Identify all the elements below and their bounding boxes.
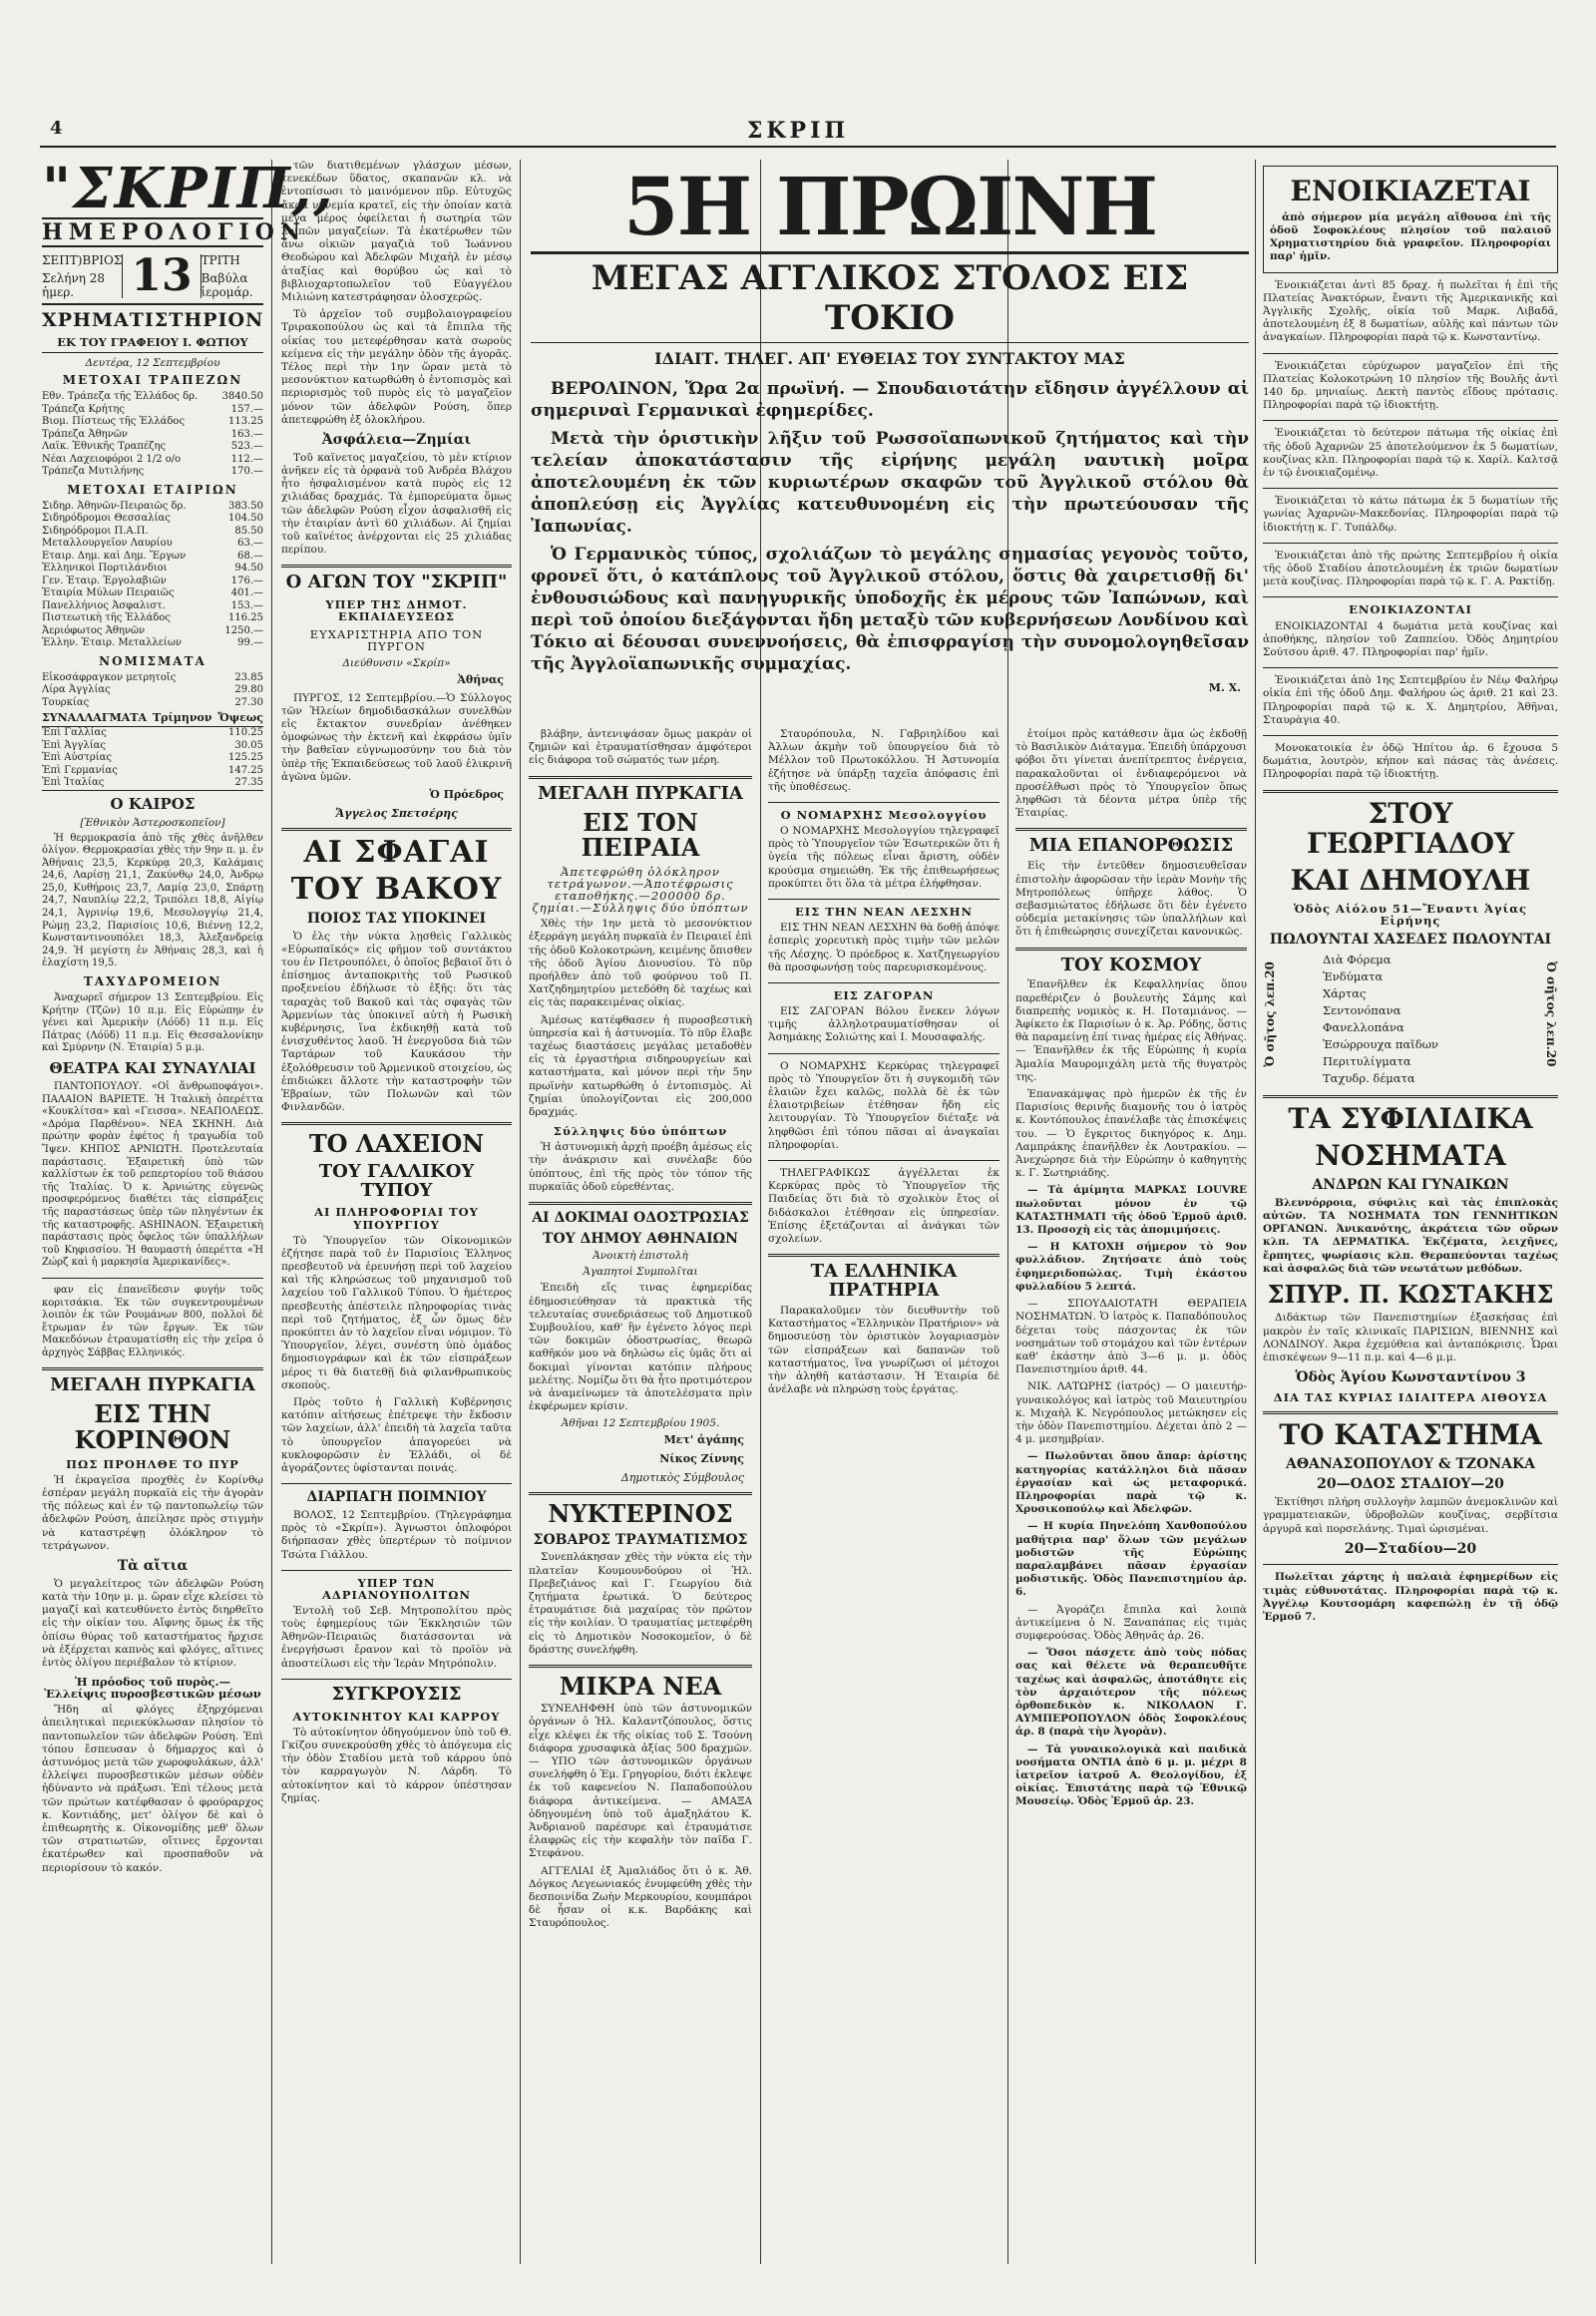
company-share-row — [42, 576, 263, 588]
col5-continued-text: ἑτοίμοι πρὸς κατάθεσιν ἅμα ὡς ἐκδοθῇ τὸ Βασιλικὸν Διάταγμα. Ἐπειδὴ ὑπάρχουσι φόβοι ὅτι γίνεται ἀνεπίτρεπτος ἐνέργεια, παρακαλοῦνται οἱ ἐνδιαφερόμενοι νὰ προσέλθωσι πρὸς τὸ Ὑπουργεῖον ὅπως ληφθῶσι τὰ δέοντα μέτρα ὑπὲρ τῆς Ἐταιρίας. — [1015, 728, 1247, 820]
company-share-name: Πανελλήνιος Ἀσφαλιστ. — [42, 599, 166, 611]
column-2 — [281, 160, 512, 2264]
company-share-value: 68.— — [237, 550, 263, 562]
store-text: Ἐκτίθησι πλήρη συλλογὴν λαμπῶν ἀνεμοκλινῶν καὶ γραμματειακῶν, ὑδροβολῶν κουζίνας, σερβίτσια ἀργυρᾶ καὶ πορσελάνης. Τιμαὶ ὡρισμέναι. — [1263, 1496, 1558, 1535]
fire-continued-text: τῶν διατιθεμένων γλάσχων μέσων, τενεκέδων ὕδατος, σκαπανῶν κλ. νὰ ἐντοπίσωσι τὸ μαινόμενον πῦρ. Εὐτυχῶς ἄκρα νηνεμία κρατεῖ, εἰς τὴν ὁποίαν κατὰ μέγα μέρος ὀφείλεται ἡ σωτηρία τῶν λοιπῶν μαγαζείων. Τὰ ἑκατέρωθεν τῶν ἄνω οἰκιῶν μαγαζιὰ τοῦ Ἰωάννου Θεοδώρου καὶ Ἀδελφῶν Μιχαὴλ ἐν μέσῳ ἀταξίας καὶ θορύβου ὡς καὶ τὸ βιβλιοχαρτοπωλεῖον τοῦ Εὐαγγέλου Μιλιώνη κατεστράφησαν ὁλοσχερῶς. — [281, 160, 512, 304]
calendar-logo: "ΣΚΡΙΠ,, — [42, 156, 335, 221]
column-1 — [42, 156, 335, 2264]
orthopedic-ad: — Ὅσοι πάσχετε ἀπὸ τοὺς πόδας σας καὶ θέλετε νὰ θεραπευθῆτε ταχέως καὶ ἀσφαλῶς, ἀποτάθητε εἰς τὸν ἀρχαιότερον τῆς πόλεως ὀρθοπεδικὸν κ. ΝΙΚΟΛΑΟΝ Γ. ΑΥΜΠΕΡΟΠΟΥΛΟΝ ὁδὸς Σοφοκλέους ἀρ. 8 (παρὰ τὴν Ἀγορὰν). — [1015, 1647, 1247, 1738]
rent-ad-8: Ἐνοικιάζεται ἀπὸ 1ης Σεπτεμβρίου ἐν Νέῳ Φαλήρῳ οἰκία ἐπὶ τῆς ὁδοῦ Δημ. Φαλήρου ὡς ἀριθ. 21 καὶ 23. Πληροφορίαι παρὰ τῷ κ. Χ. Δημητρίου, Ἀθῆναι, Σταυρὰγια 40. — [1263, 674, 1558, 726]
mayor-title: Ο ΝΟΜΑΡΧΗΣ Μεσολογγίου — [780, 808, 988, 823]
short-news-title: ΜΙΚΡΑ ΝΕΑ — [559, 1671, 722, 1701]
bank-shares-table — [42, 391, 263, 479]
calendar-day: 13 — [122, 254, 200, 298]
paving-title-2: ΤΟΥ ΔΗΜΟΥ ΑΘΗΝΑΙΩΝ — [543, 1230, 738, 1247]
baku-title: ΑΙ ΣΦΑΓΑΙ — [303, 834, 490, 870]
paving-recipient: Ἀγαπητοὶ Συμπολῖται — [583, 1266, 698, 1279]
piraeus-fire-text-2: Ἀμέσως κατέφθασεν ἡ πυροσβεστικὴ ὑπηρεσία καὶ ἡ ἀστυνομία. Τὸ πῦρ ἔλαβε ταχέως διαστάσεις μεγάλας μεταδοθὲν εἰς τὰ ἐργαστήρια σιδηρουργείων καὶ καταστήματα, καὶ μόνον περὶ τὴν 5ην πρωϊνὴν κατωρθώθη ὁ ἐντοπισμὸς. Αἱ ζημίαι ὑπολογίζονται εἰς 200,000 δραχμάς. — [529, 1013, 752, 1118]
bank-share-row — [42, 429, 263, 442]
edition-banner: 5Η ΠΡΩΙΝΗ — [622, 160, 1157, 253]
company-share-name: Ἀεριόφωτος Ἀθηνῶν — [42, 624, 146, 636]
fx-title: ΣΥΝΑΛΛΑΓΜΑΤΑ — [42, 711, 148, 724]
store-address: 20—ΟΔΟΣ ΣΤΑΔΙΟΥ—20 — [1317, 1476, 1504, 1493]
shop-item: Σεντονόπανα — [1323, 1003, 1401, 1018]
bishop-title: ΥΠΕΡ ΤΩΝ ΑΔΡΙΑΝΟΥΠΟΛΙΤΩΝ — [321, 1575, 472, 1602]
calendar-weekday: ΤΡΙΤΗ — [200, 253, 240, 267]
fx-name: Ἐπὶ Γαλλίας — [42, 727, 107, 738]
exchange-date: Δευτέρα, 12 Σεπτεμβρίου — [85, 357, 220, 369]
correction-title: ΜΙΑ ΕΠΑΝΟΡΘΩΣΙΣ — [1028, 835, 1234, 857]
paving-subtitle: Ἀνοικτὴ ἐπιστολὴ — [593, 1250, 688, 1263]
fx-value: 27.35 — [234, 777, 263, 788]
young-club-title: ΕΙΣ ΤΗΝ ΝΕΑΝ ΛΕΣΧΗΝ — [794, 905, 974, 920]
bank-share-value: 170.— — [230, 466, 263, 477]
fx-row — [42, 777, 263, 790]
shop-item: Ἐνδύματα — [1323, 969, 1384, 984]
main-wire-line: ΙΔΙΑΙΤ. ΤΗΛΕΓ. ΑΠ' ΕΥΘΕΙΑΣ ΤΟΥ ΣΥΝΤΑΚΤΟΥ ΜΑΣ — [654, 349, 1125, 368]
fx-period: Τρίμηνον — [152, 711, 212, 724]
night-text: Συνεπλάκησαν χθὲς τὴν νύκτα εἰς τὴν πλατεῖαν Κουμουνδούρου οἱ Ἠλ. Πρεβεζιάνος καὶ Γ. Γεωργίου διὰ ζητήματα ἐρωτικά. Ὁ δεύτερος ἐτραυμάτισε διὰ μαχαίρας τὸν πρῶτον εἰς τὴν κοιλίαν. Ὁ τραυματίας μετεφέρθη εἰς τὸ Δημοτικὸν Νοσοκομεῖον, ὁ δὲ δράστης συνελήφθη. — [529, 1551, 752, 1656]
bank-share-value: 157.— — [230, 403, 263, 415]
shop-list-wrap — [1263, 952, 1558, 1087]
fx-header — [42, 709, 263, 726]
paving-title: ΑΙ ΔΟΚΙΜΑΙ ΟΔΟΣΤΡΩΣΙΑΣ — [532, 1210, 749, 1227]
coin-row — [42, 697, 263, 710]
column-3 — [529, 728, 752, 2264]
rent-ad-9: Μονοκατοικία ἐν ὁδῷ Ἡπίτου ἀρ. 6 ἔχουσα 5 δωμάτια, λουτρὸν, κήπον καὶ πάσας τὰς ἀνέσεις. Πληροφορίαι παρὰ τῷ ἰδιοκτήτῃ. — [1263, 741, 1558, 781]
corinth-text-3: Ἤδη αἱ φλόγες ἐξηρχόμεναι ἀπειλητικαὶ περιεκύκλωσαν πλησίον τὸ παντοπωλεῖον τῶν ἀδελφῶν Ρούση. Ἐπὶ τόπου ἔσπευσαν ὁ δήμαρχος καὶ ὁ ἀστυνόμος μετὰ τῶν χωροφυλάκων, ἀλλ' ἐλλείψει πυροσβεστικῶν μέσων οὐδὲν ἠδύναντο νὰ πράξωσι. Ἐπὶ τέλους μετὰ τῶν πρώτων κατέφθασαν ὁ φρούραρχος κ. Κοντιάδης, μετ' ὀλίγον δὲ καὶ ὁ ἐπιθεωρητὴς κ. Οἰκονομίδης μεθ' ὅλων τῶν στρατιωτῶν, οἵτινες ἔρχονται ἑκατέρωθεν καὶ προσπαθοῦν νὰ περιορίσουν τὸ κακόν. — [42, 1704, 263, 1874]
company-share-value: 104.50 — [228, 513, 263, 524]
exchange-source: ΕΚ ΤΟΥ ΓΡΑΦΕΙΟΥ Ι. ΦΩΤΙΟΥ — [42, 335, 263, 353]
fire-insurance-text: Τοῦ καϊνετος μαγαζείου, τὸ μὲν κτίριον ἀνῆκεν εἰς τὰ ὀρφανὰ τοῦ Ἀνδρέα Βλάχου ἦτο ἠσφαλισμένον κατὰ πυρὸς εἰς 12 χιλιάδας δραχμάς. Τὰ ἐμπορεύματα ὅμως τῶν ἀδελφῶν Ρούση εἶχον ἀσφαλισθῆ εἰς τὴν ἑταιρίαν ἀντὶ 60 χιλιάδων. Αἱ ζημίαι τοῦ καϊνέτος ἀνέρχονται εἰς 25 χιλιάδας περίπου. — [281, 451, 512, 557]
press-lottery-subtitle: ΑΙ ΠΛΗΡΟΦΟΡΙΑΙ ΤΟΥ ΥΠΟΥΡΓΙΟΥ — [314, 1205, 479, 1232]
company-share-name: Γεν. Ἑταιρ. Ἐργολαβιῶν — [42, 575, 167, 586]
zagora-title: ΕΙΣ ΖΑΓΟΡΑΝ — [833, 987, 935, 1002]
short-news-text-2: ΑΓΓΕΛΙΑΙ ἐξ Ἀμαλιάδος ὅτι ὁ κ. Ἀθ. Δόγκος Λεγεωνιακός ἐνυμφεύθη χθὲς τὴν δεσποινίδα Ζωὴν Μερκουρίου, κουμπάροι δὲ ἦσαν οἱ κ.κ. Βαρδάκης καὶ Σταυρόπουλος. — [529, 1864, 752, 1930]
skrip-campaign-sign-1: Ὁ Πρόεδρος — [429, 787, 504, 801]
bank-share-name: Νέαι Λαχειοφόροι 2 1/2 ο/ο — [42, 453, 182, 465]
company-share-name: Εταιρ. Δημ. καὶ Δημ. Ἔργων — [42, 550, 187, 562]
latoris-ad: ΝΙΚ. ΛΑΤΩΡΗΣ (ἰατρός) — Ο μαιευτήρ-γυναικολόγος καὶ ἰατρὸς τοῦ Μαιευτηρίου κ. Μιχαὴλ Κ. Νεγρόπουλος μετώκησεν εἰς τὴν ὁδὸν Πανεπιστημίου. Δέχεται ἀπὸ 2 — 4 μ. μεσημβρίαν. — [1015, 1380, 1247, 1446]
shop-side-left: Ὀ σῆτος λεπ.20 — [1263, 962, 1277, 1067]
sheep-title: ΔΙΑΡΠΑΓΗ ΠΟΙΜΝΙΟΥ — [306, 1489, 487, 1506]
coins-title: ΝΟΜΙΣΜΑΤΑ — [99, 653, 206, 668]
paving-text: Ἐπειδὴ εἴς τινας ἐφημερίδας ἐδημοσιεύθησαν τὰ πρακτικὰ τῆς τελευταίας συνεδριάσεως τοῦ Δημοτικοῦ Συμβουλίου, καθ' ἣν ἐγένετο λόγος περὶ τῶν δοκιμῶν ὁδοστρωσίας, θεωρῶ καθῆκόν μου νὰ δηλώσω εἰς ὑμᾶς ὅτι αἱ δοκιμαὶ γίνονται κατόπιν πλήρους μελέτης. Νομίζω ὅτι θὰ ἦτο προτιμότερον νὰ ἀναμείνωμεν τὰ ἀποτελέσματα πρὶν ἐκφέρωμεν κρίσιν. — [529, 1282, 752, 1413]
store-title: ΤΟ ΚΑΤΑΣΤΗΜΑ — [1279, 1417, 1542, 1451]
night-title-2: ΣΟΒΑΡΟΣ ΤΡΑΥΜΑΤΙΣΜΟΣ — [533, 1531, 748, 1548]
calendar-subtitle: ΗΜΕΡΟΛΟΓΙΟΝ — [42, 219, 307, 245]
weather-source: [Ἐθνικὸν Ἀστεροσκοπεῖον] — [80, 816, 225, 829]
fx-name: Ἐπὶ Ἀγγλίας — [42, 739, 106, 751]
col4-continued-text: Σταυρόπουλα, Ν. Γαβριηλίδου καὶ Ἀλλων ἀκμὴν τοῦ ὑπουργείου διὰ τὸ Μέλλον τοῦ Πρωτοκόλλου. Ἡ Ἀστυνομία ἐζήτησε νὰ ὑπάρξῃ ταχεῖα ἀπόφασις ἐπὶ τῆς ὑποθέσεως. — [768, 728, 999, 793]
corinth-subtitle-3: Ἡ πρόοδος τοῦ πυρὸς.— Ἐλλείψις πυροσβεστικῶν μέσων — [44, 1675, 261, 1702]
shop-item: Διὰ Φόρεμα — [1323, 953, 1392, 967]
column-6 — [1263, 160, 1558, 2264]
shop-address: Ὁδὸς Αἰόλου 51—Ἔναντι Ἁγίας Εἰρήνης — [1293, 901, 1528, 929]
bank-share-value: 163.— — [230, 428, 263, 440]
press-lottery-title: ΤΟ ΛΑΧΕΙΟΝ — [308, 1129, 485, 1159]
calendar-month: ΣΕΠΤ)ΒΡΙΟΣ — [42, 253, 123, 267]
shop-header: ΠΩΛΟΥΝΤΑΙ ΧΑΣΕΔΕΣ ΠΩΛΟΥΝΤΑΙ — [1269, 932, 1552, 949]
company-share-name: Σιδηρόδρομοι Π.Α.Π. — [42, 525, 149, 537]
doctor-address: Ὁδὸς Ἁγίου Κωνσταντίνου 3 — [1295, 1369, 1526, 1386]
fire-insurance-subtitle: Ἀσφάλεια—Ζημίαι — [321, 432, 472, 449]
company-share-value: 94.50 — [234, 563, 263, 574]
calendar-moon: Σελήνη 28 ἡμερ. — [42, 271, 106, 299]
skrip-campaign-subtitle: ΥΠΕΡ ΤΗΣ ΔΗΜΟΤ. ΕΚΠΑΙΔΕΥΣΕΩΣ — [325, 597, 468, 624]
company-share-name: Ἑταιρία Μύλων Πειραιῶς — [42, 587, 175, 598]
skrip-campaign-sign-2: Ἄγγελος Σπετσέρης — [335, 806, 458, 820]
disease-subtitle: ΑΝΔΡΩΝ ΚΑΙ ΓΥΝΑΙΚΩΝ — [1312, 1177, 1509, 1194]
disease-title: ΤΑ ΣΥΦΙΛΙΔΙΚΑ — [1288, 1102, 1533, 1136]
doctor-address-2: ΔΙΑ ΤΑΣ ΚΥΡΙΑΣ ΙΔΙΑΙΤΕΡΑ ΑΙΘΟΥΣΑ — [1273, 1389, 1548, 1404]
bank-share-name: Τράπεζα Κρήτης — [42, 403, 125, 415]
excerpt-text: φαν εἰς ἐπανεῖδεσιν φυγήν τοῦς κοριτσάκια. Ἐκ τῶν συγκεντρουμένων λοιπὸν ἐκ τῶν Ρουμάνων 800, πολλοὶ δὲ ἔτρωμαν ἐν τῶν ἔργων. Ἐκ τῶν Μακεδόνων ἐτραυματίσθη εἰς τὴν χεῖρα ὁ ἀρχηγὸς Σάββας Ελληνικός. — [42, 1284, 263, 1358]
coins-table — [42, 672, 263, 710]
fx-row — [42, 752, 263, 765]
coin-name: Λίρα Ἀγγλίας — [42, 684, 111, 695]
shop-item: Ταχυδρ. δέματα — [1323, 1071, 1415, 1086]
disease-text: Βλεννόρροια, σύφιλις καὶ τὰς ἐπιπλοκὰς αὐτῶν. ΤΑ ΝΟΣΗΜΑΤΑ ΤΩΝ ΓΕΝΝΗΤΙΚΩΝ ΟΡΓΑΝΩΝ. Ἀνικανότης, ἀκράτεια τῶν οὔρων κλπ. ΤΑ ΔΕΡΜΑΤΙΚΑ. Ἐκζέματα, λειχῆνες, ἔρπητες, ψωρίασις κλπ. Θεραπεύονται ταχέως καὶ ἀσφαλῶς διὰ τῶν νεωτάτων μεθόδων. — [1263, 1196, 1558, 1275]
shop-items — [1263, 952, 1558, 1087]
paving-date: Ἀθῆναι 12 Σεπτεμβρίου 1905. — [561, 1417, 720, 1430]
skrip-campaign-recipient: Διεύθυνσιν «Σκρίπ» — [342, 656, 451, 669]
bank-share-value: 112.— — [230, 453, 263, 465]
bank-share-name: Λαϊκ. Ἐθνικῆς Τραπέζης — [42, 441, 167, 452]
company-share-name: Σιδηρόδρομοι Θεσσαλίας — [42, 513, 171, 524]
weather-text: Ἡ θερμοκρασία ἀπὸ τῆς χθὲς ἀνῆλθεν ὀλίγον. Θερμοκρασίαι χθὲς τὴν 9ην π. μ. ἐν Ἀθήναις 23,5, Κερκύρᾳ 20,3, Καλάμαις 24,6, Λαρίσῃ 21,1, Ζακύνθῳ 24,0, Ἀνδρῳ 25,0, Κυθήροις 23,7, Λαμίᾳ 23,0, Σπάρτῃ 24,7, Ναυπλίῳ 22,2, Τριπόλει 18,8, Αἰγίῳ 24,1, Ἀγρινίῳ 19,6, Μεσολογγίῳ 21,4, Ρώμῃ 23,2, Παρισίοις 10,6, Βιέννῃ 12,2, Κωνσταντινουπόλει 18,3, Ἀλεξανδρείᾳ 24,9. Ἡ μεγίστη ἐν Ἀθήναις 28,3, καὶ ἡ ἐλαχίστη 19,5. — [42, 832, 263, 969]
corinth-text-1: Ἡ ἐκραγεῖσα προχθὲς ἐν Κορίνθῳ ἐσπέραν μεγάλη πυρκαϊὰ εἰς τὴν ἀγορὰν τῆς πόλεως καὶ ἐν τῷ παντοπωλείῳ τῶν ἀδελφῶν Ρούση, ἀπείλησε πρὸς στιγμὴν νὰ καταστρέψῃ ὁλόκληρον τὸ τετράγωνον. — [42, 1473, 263, 1552]
doctor-name: ΣΠΥΡ. Π. ΚΩΣΤΑΚΗΣ — [1267, 1279, 1554, 1309]
company-share-value: 383.50 — [228, 500, 263, 512]
corinth-subtitle-2: Τὰ αἴτια — [117, 1558, 189, 1575]
baku-title-2: ΤΟΥ ΒΑΚΟΥ — [290, 872, 503, 908]
short-news-text: ΣΥΝΕΛΗΦΘΗ ὑπὸ τῶν ἀστυνομικῶν ὀργάνων ὁ Ἠλ. Καλαντζόπουλος, ὅστις εἶχε κλέψει ἐκ τῆς οἰκίας τοῦ Σ. Τσούνη διάφορα χρυσαφικὰ ἀξίας 500 δραχμῶν. — ΥΠΟ τῶν ἀστυνομικῶν ὀργάνων συνελήφθη ὁ Ἐμ. Γρηγορίου, διότι ἐκλεψε ἐκ τοῦ καφενείου Ν. Παπαδοπούλου διάφορα ἀντικείμενα. — ΑΜΑΞΑ ὁδηγουμένη ὑπὸ τοῦ ἁμαξηλάτου Κ. Ἀνδριανοῦ παρέσυρε καὶ ἐτραυμάτισε ἐλαφρῶς εἰς τὴν κεφαλὴν τὸν παῖδα Γ. Στεφάνου. — [529, 1703, 752, 1860]
rent-ad-5: Ἐνοικιάζεται τὸ κάτω πάτωμα ἐκ 5 δωματίων τῆς γωνίας Ἀχαρνῶν-Μακεδονίας. Πληροφορίαι παρὰ τῷ ἰδιοκτήτῃ κ. Γ. Τυπάλδῳ. — [1263, 495, 1558, 534]
corinth-title: ΜΕΓΑΛΗ ΠΥΡΚΑΓΙΑ — [50, 1374, 255, 1396]
bank-share-row — [42, 441, 263, 454]
company-share-row — [42, 513, 263, 526]
fx-name: Ἐπὶ Γερμανίας — [42, 764, 118, 776]
society-text-2: Ἐπανακάμψας πρὸ ἡμερῶν ἐκ τῆς ἐν Παρισίοις θερινῆς διαμονῆς του ὁ ἰατρὸς κ. Κοντόπουλος ἐπανέλαβε τὰς ἐπισκέψεις του. — Ὁ ἔγκριτος δικηγόρος κ. Δημ. Λαμπράκης ἐπανῆλθεν ἐκ Λουτρακίου. — Ἀνεχώρησε διὰ τὴν Εὐρώπην ὁ καθηγητὴς κ. Γ. Σωτηριάδης. — [1015, 1088, 1247, 1180]
paving-sign-1: Μετ' ἀγάπης — [663, 1433, 744, 1447]
coin-name: Εἰκοσάφραγκον μετρητοῖς — [42, 671, 177, 683]
company-share-name: Πιστεωτικὴ τῆς Ἑλλάδος — [42, 612, 171, 623]
bank-share-row — [42, 454, 263, 467]
fx-row — [42, 727, 263, 740]
fire-continued-text-2: Τὸ ἀρχεῖον τοῦ συμβολαιογραφείου Τριρακοπούλου ὡς καὶ τὰ ἔπιπλα τῆς οἰκίας του μετεφέρθησαν κατὰ σωροὺς κείμενα εἰς τὴν μεγάλην ὁδὸν τῆς ἀγορᾶς. Τέλος περὶ τὴν 1ην ὥραν μετὰ τὸ μεσονύκτιον κατωρθώθη ὁ ἐντοπισμὸς καὶ περιορισμὸς τοῦ πυρὸς εἰς τὸ μαγαζεῖον μόνον τῶν ἀδελφῶν Ρούση, ὅπερ ἀπετεφρώθη ἐξ ὁλοκλήρου. — [281, 308, 512, 426]
bank-share-name: Τράπεζα Ἀθηνῶν — [42, 428, 128, 440]
gynecology-ad: — Τὰ γυναικολογικὰ καὶ παιδικὰ νοσήματα ΟΝΤΙΑ ἀπὸ 6 μ. μ. μέχρι 8 ἰατρεῖον ἰατροῦ Α. Θεολογίδου, ἐξ οἰκίας. Ἐπιστάτης παρὰ τῷ Ἐθνικῷ Μουσείῳ. Ὁδὸς Ἑρμοῦ ἀρ. 23. — [1015, 1742, 1247, 1808]
company-share-row — [42, 612, 263, 625]
company-share-value: 401.— — [230, 587, 263, 598]
company-share-value: 116.25 — [228, 612, 263, 623]
fx-sight: Ὄψεως — [217, 711, 263, 724]
zagora-text: ΕΙΣ ΖΑΓΟΡΑΝ Βόλου ἕνεκεν λόγων τιμῆς ἀλληλοτραυματίσθησαν οἱ Ἀσημάκης Σολιώτης καὶ Ι. Μουσαφαλής. — [768, 1005, 999, 1044]
corinth-title-2: ΕΙΣ ΤΗΝ ΚΟΡΙΝΘΟΝ — [74, 1399, 231, 1454]
coin-value: 29.80 — [234, 684, 263, 695]
baku-text: Ὁ ἐλς τὴν νύκτα λῃσθεὶς Γαλλικὸς «Εὐρωπαϊκός» εἰς φῆμον τοῦ συντάκτου του ἐν Πετρουπόλει, ὁ ὁποῖος βεβαιοῖ ὅτι ὁ ἐπίσημος ἀνταποκριτὴς τοῦ Ρωσικοῦ προξενείου ἐδήλωσε τὸ ἑξῆς: ὅτι τὰς ταραχὰς τοῦ Βακοῦ καὶ τὰς σφαγὰς τῶν Ἀρμενίων τὰς ὑποκινεῖ αὐτὴ ἡ Ρωσικὴ κυβέρνησις, ἵνα ἐκδικηθῇ κατὰ τοῦ ἐνισχυθέντος λαοῦ. Ἡ ἐνεργοῦσα διὰ τῶν Ταρτάρων τοῦ Καυκάσου τὴν ἐξολόθρευσιν τοῦ Ἀρμενικοῦ στοιχείου, ὡς ἐπιδιώκει ἄλλοτε τὴν καταστροφὴν τῶν Ἑβραίων, τῶν Πολωνῶν καὶ τῶν Φινλανδῶν. — [281, 930, 512, 1114]
company-share-name: Σιδηρ. Ἀθηνῶν-Πειραιῶς δρ. — [42, 500, 187, 512]
katoxi-ad: — Η ΚΑΤΟΧΗ σήμερον τὸ 9ον φυλλάδιον. Ζητήσατε ἀπὸ τοὺς ἐφημεριδοπώλας. Τιμὴ ἑκάστου φυλλαδίου 5 λεπτά. — [1015, 1241, 1247, 1293]
main-story-signature: Μ. Χ. — [1208, 681, 1241, 694]
baku-subtitle: ΠΟΙΟΣ ΤΑΣ ΥΠΟΚΙΝΕΙ — [306, 910, 487, 927]
column-4 — [768, 728, 999, 2264]
skrip-campaign-title: Ο ΑΓΩΝ ΤΟΥ "ΣΚΡΙΠ" — [285, 572, 508, 593]
main-story-para-2: Μετὰ τὴν ὁριστικὴν λῆξιν τοῦ Ρωσσοϊαπωνικοῦ ζητήματος καὶ τὴν τελείαν ἀποκατάστασιν τῆς εἰρήνης μεγάλη ναυτικὴ μοῖρα ἀποτελουμένη ἐκ τῶν κυριωτέρων σκαφῶν τοῦ Ἀγγλικοῦ στόλου θὰ ἀποπλεύσῃ εἰς Ἀγγλίας κατευθυνομένη εἰς τὴν πρωτεύουσαν τῆς Ἰαπωνίας. — [531, 429, 1249, 537]
doctor-text: Διδάκτωρ τῶν Πανεπιστημίων ἐξασκήσας ἐπὶ μακρὸν ἐν ταῖς κλινικαῖς ΠΑΡΙΣΙΩΝ, ΒΙΕΝΝΗΣ καὶ ΛΟΝΔΙΝΟΥ. Ἀκρα ἐχεμύθεια καὶ ἀνταπόκρισις. Ὧραι ἐπισκέψεων 9—11 π.μ. καὶ 4—6 μ.μ. — [1263, 1312, 1558, 1363]
company-share-row — [42, 526, 263, 539]
calendar-date — [42, 251, 263, 305]
coin-row — [42, 672, 263, 685]
piraeus-fire-title: ΜΕΓΑΛΗ ΠΥΡΚΑΓΙΑ — [538, 782, 743, 804]
post-text: Ἀναχωρεῖ σήμερον 13 Σεπτεμβρίου. Εἰς Κρήτην (Τζῶν) 10 π.μ. Εἰς Εὐρώπην ἐν γένει καὶ Ἀμερικὴν (Λόϋδ) 11 π.μ. Εἰς Πάτρας (Λόϋδ) 11 π.μ. Εἰς Θεσσαλονίκην καὶ Σμύρνην (Ν. Ἐταιρία) 5 μ.μ. — [42, 992, 263, 1054]
company-share-row — [42, 501, 263, 514]
greek-stores-text: Παρακαλοῦμεν τὸν διευθυντὴν τοῦ Καταστήματος «Ἑλληνικὸν Πρατήριον» νὰ δημοσιεύσῃ τὸν ὁριστικὸν λογαριασμὸν τῶν εἰσπράξεων καὶ δαπανῶν τοῦ καταστήματος, ἵνα γνωρίζωσι οἱ μέτοχοι τὴν ἀληθῆ κατάστασιν. Ἡ Ἐταιρία δὲ ἀνέλαβε νὰ πληρώσῃ τοὺς ἐργάτας. — [768, 1305, 999, 1396]
company-share-row — [42, 538, 263, 551]
column-5-body — [1015, 728, 1247, 2264]
fx-name: Ἐπὶ Ἰταλίας — [42, 777, 105, 788]
bank-share-name: Τράπεζα Μυτιλήνης — [42, 466, 145, 477]
company-share-row — [42, 600, 263, 613]
company-share-name: Μεταλλουργεῖον Λαυρίου — [42, 538, 173, 549]
store-title-2: ΑΘΑΝΑΣΟΠΟΥΛΟΥ & ΤΖΟΝΑΚΑ — [1285, 1455, 1536, 1472]
rent-ad-2: Ἐνοικιάζεται ἀντὶ 85 δραχ. ἡ πωλεῖται ἡ ἐπὶ τῆς Πλατείας Ἀνακτόρων, ἔναντι τῆς Ἀμερικανικῆς καὶ Ἀγγλικῆς Σχολῆς, οἰκία τοῦ Μαρκ. Λιβαδᾶ, ἀποτελουμένη ἐξ 8 δωματίων, αὐλῆς καὶ πάντων τῶν ἀναγκαίων. Πληροφορίαι παρὰ τῷ κ. Κωνσταντίνῳ. — [1263, 278, 1558, 344]
rent-ad-title: ΕΝΟΙΚΙΑΖΕΤΑΙ — [1290, 175, 1531, 207]
society-title: ΤΟΥ ΚΟΣΜΟΥ — [1060, 954, 1202, 975]
company-share-row — [42, 625, 263, 638]
paving-sign-3: Δημοτικὸς Σύμβουλος — [620, 1471, 744, 1485]
company-share-value: 85.50 — [234, 525, 263, 537]
skrip-campaign-city: Ἀθήνας — [457, 672, 504, 686]
fx-value: 30.05 — [234, 739, 263, 751]
masthead — [40, 118, 1556, 148]
company-share-row — [42, 563, 263, 576]
shop-item: Χάρτας — [1323, 986, 1367, 1001]
telegraph-text: ΤΗΛΕΓΡΑΦΙΚΩΣ ἀγγέλλεται ἐκ Κερκύρας πρὸς τὸ Ὑπουργεῖον τῆς Παιδείας ὅτι διὰ τὸ σχολικὸν ἔτος οἱ διδάσκαλοι ἐτέθησαν εἰς ὑπηρεσίαν. Ἐπίσης ἐξετάζονται αἱ ἀνάγκαι τῶν σχολείων. — [768, 1167, 999, 1246]
page-number: 4 — [50, 118, 63, 139]
piraeus-fire-subtitle: Ἀπετεφρώθη ὁλόκληρον τετράγωνον.—Ἀποτέφρωσις εταποθήκης.—200000 δρ. ζημίαι.—Σύλληψις δύο ὑπόπτων — [532, 864, 749, 916]
rent-ad-box — [1263, 166, 1558, 273]
piraeus-fire-title-2: ΕΙΣ ΤΟΝ ΠΕΙΡΑΙΑ — [581, 807, 700, 862]
bank-share-row — [42, 391, 263, 404]
weather-title: Ο ΚΑΙΡΟΣ — [110, 794, 196, 813]
piraeus-fire-text-3: Ἡ ἀστυνομικὴ ἀρχὴ προέβη ἀμέσως εἰς τὴν ἀνάκρισιν καὶ συνέλαβε δύο ὑπόπτους, ἐπὶ τῆς πρὸς τὸν τόπον τῆς πυρκαϊᾶς ὁδοῦ εὑρεθέντας. — [529, 1141, 752, 1193]
disease-title-2: ΝΟΣΗΜΑΤΑ — [1315, 1139, 1506, 1173]
main-story-para-3: Ὁ Γερμανικὸς τύπος, σχολιάζων τὸ μεγάλης σημασίας γεγονὸς τοῦτο, φρονεῖ ὅτι, ὁ κατάπλους τοῦ Ἀγγλικοῦ στόλου, ὅστις θὰ χαιρετισθῇ δι' ἐνθουσιώδους καὶ πανηγυρικῆς ὑποδοχῆς ἐκ μέρους τῶν Ἰαπώνων, καὶ περὶ τοῦ ὁποίου διεξάγονται ἤδη μεταξὺ τῶν κυβερνήσεων Λονδίνου καὶ Τόκιο αἱ δέουσαι συνεννοήσεις, θὰ ἐπισφραγίσῃ τὴν συνομολογηθεῖσαν τῆς Ἀγγλοϊαπωνικῆς συμμαχίας. — [531, 545, 1249, 674]
paper-ad: Πωλεῖται χάρτης ἡ παλαιὰ ἐφημερίδων εἰς τιμὰς εὐθυνοτάτας. Πληροφορίαι παρὰ τῷ κ. Ἀγγέλῳ Κουτσομάρη καφεπώλῃ ἐν τῇ ὁδῷ Ἑρμοῦ 7. — [1263, 1571, 1558, 1623]
fx-row — [42, 765, 263, 778]
bank-share-value: 523.— — [230, 441, 263, 452]
piraeus-fire-subtitle-2: Σύλληψις δύο ὑπόπτων — [553, 1124, 728, 1139]
exchange-title: ΧΡΗΜΑΤΙΣΤΗΡΙΟΝ — [42, 309, 264, 331]
rent-ad-4: Ἐνοικιάζεται τὸ δεύτερον πάτωμα τῆς οἰκίας ἐπὶ τῆς ὁδοῦ Ἀχαρνῶν 25 ἀποτελούμενον ἐκ 5 δωματίων, κουζίνας κλπ. Πληροφορίαι παρὰ τῷ κ. Χαρίλ. Καλτσᾷ ἐν τῷ ἐνοικιαζομένῳ. — [1263, 427, 1558, 480]
bank-share-row — [42, 404, 263, 417]
company-share-name: Ἑλληνικοὶ Πορτιλάνδιοι — [42, 563, 168, 574]
fx-row — [42, 740, 263, 753]
fx-value: 147.25 — [228, 764, 263, 776]
bank-shares-title: ΜΕΤΟΧΑΙ ΤΡΑΠΕΖΩΝ — [62, 373, 243, 387]
fx-table — [42, 726, 263, 791]
masthead-title: ΣΚΡΙΠ — [746, 118, 850, 144]
sheep-text: ΒΟΛΟΣ, 12 Σεπτεμβρίου. (Τηλεγράφημα πρὸς τὸ «Σκρίπ»). Ἀγνωστοι ὁπλοφόροι διήρπασαν χθὲς ὑπερτέρων τὸ ποίμνιον Τσώτα Γιάλλου. — [281, 1508, 512, 1561]
correction-text: Εἰς τὴν ἐντεῦθεν δημοσιευθεῖσαν ἐπιστολὴν ἀφορῶσαν τὴν ἱερὰν Μονὴν τῆς Μητροπόλεως ὑπῆρχε λάθος. Ὁ σεβασμιώτατος ἐδήλωσε ὅτι δὲν ἐγένετο οὐδεμία μετακίνησις τῶν ὑπαλλήλων καὶ ὅτι ἡ ἐπιθεώρησις συνεχίζεται κανονικῶς. — [1015, 860, 1247, 939]
collision-title-2: ΑΥΤΟΚΙΝΗΤΟΥ ΚΑΙ ΚΑΡΡΟΥ — [292, 1709, 501, 1724]
bank-share-row — [42, 416, 263, 429]
collision-text: Τὸ αὐτοκίνητον ὁδηγούμενον ὑπὸ τοῦ Θ. Γκίζου συνεκρούσθη χθὲς τὸ ἀπόγευμα εἰς τὴν ὁδὸν Σταδίου μετὰ τοῦ κάρρου ὑπὸ τὸν καρραγωγὸν Ν. Λάρδη. Τὸ αὐτοκίνητον καὶ τὸ κάρρον ὑπέστησαν ζημίας. — [281, 1726, 512, 1804]
bank-share-name: Εθν. Τράπεζα τῆς Ἑλλάδος δρ. — [42, 391, 199, 402]
column-rule — [271, 160, 272, 2264]
rent-ad-6: Ἐνοικιάζεται ἀπὸ τῆς πρώτης Σεπτεμβρίου ἡ οἰκία τῆς ὁδοῦ Σταδίου ἀποτελουμένη ἐκ τριῶν δωματίων μετὰ κουζίνας. Πληροφορίαι παρὰ τῷ κ. Γ. Α. Ρακτίδῃ. — [1263, 549, 1558, 588]
sold-ad: — Πωλοῦνται ὅπου ἄπαρ: ἀρίστης κατηγορίας κατάλληλοι διὰ πᾶσαν ἐργασίαν καὶ ὡς μεταφορικά. Πληροφορίαι παρὰ τῷ κ. Χρυσικοπούλῳ καὶ Ἀδελφῶν. — [1015, 1450, 1247, 1516]
skrip-campaign-text: ΠΥΡΓΟΣ, 12 Σεπτεμβρίου.—Ὁ Σύλλογος τῶν Ἠλείων δημοδιδασκάλων συνελθὼν εἰς ἔκτακτον συνεδρίαν ἀνέθηκεν ὁμοφώνως τὴν ἐκτενῆ καὶ ἐκφράσω ὑμῖν τὴν βαθεῖαν εὐγνωμοσύνην του διὰ τὸν ὑπὲρ τῆς Ἐκπαιδεύσεως τοῦ λαοῦ ἐλικρινῆ ἀγῶνα ὑμῶν. — [281, 691, 512, 783]
company-share-row — [42, 637, 263, 650]
collision-continued-text: βλάβην, ἀντενιψάσαν ὅμως μακρὰν οἱ ζημιῶν καὶ ἐτραυματίσθησαν ἀμφότεροι εἰς διάφορα τοῦ σώματός των μέρη. — [529, 728, 752, 767]
skrip-campaign-subtitle-2: ΕΥΧΑΡΙΣΤΗΡΙΑ ΑΠΟ ΤΟΝ ΠΥΡΓΟΝ — [309, 627, 484, 654]
young-club-text: ΕΙΣ ΤΗΝ ΝΕΑΝ ΛΕΣΧΗΝ θὰ δοθῇ ἀπόψε ἐσπερὶς χορευτικὴ πρὸς τιμὴν τῶν μελῶν τῆς Λέσχης. Ὁ πρόεδρος κ. Χατζηγεωργίου θὰ προσφωνήσῃ τοὺς παρευρισκομένους. — [768, 922, 999, 973]
greek-stores-title: ΤΑ ΕΛΛΗΝΙΚΑ ΠΡΑΤΗΡΙΑ — [810, 1261, 958, 1302]
company-share-value: 176.— — [230, 575, 263, 586]
shop-item: Φανελλοπάνα — [1323, 1020, 1404, 1035]
theatre-text: ΠΑΝΤΟΠΟΥΛΟΥ. «Οἱ ἄνθρωποφάγοι». ΠΑΛΑΙΟΝ ΒΑΡΙΕΤΕ. Ἡ Ἰταλικὴ ὀπερέττα «Κουκλίτσα» καὶ «Γεισσα». ΝΕΑΠΟΛΕΩΣ. «Δρόμα Παρθένου». ΝΕΑ ΣΚΗΝΗ. Διὰ πρώτην φορὰν ἐφέτος ἡ τραγωδία τοῦ Ἴψεν. ΚΗΠΟΣ ΑΡΝΙΩΤΗ. Προτελευταία παράστασις. Ἐξαιρετικὴ ὑπὸ τῶν καλλίστων ἐκ τοῦ ρεπερτορίου τοῦ θιάσου τῆς Ἰταλίας. Ὁ κ. Ἀρνιώτης εὐγενῶς προσφερόμενος διαθέτει τὰς εἰσπράξεις τῆς παραστάσεως ὑπὲρ τῶν πληγέντων ἐκ τῆς καταστροφῆς. ASHINAON. Ἐξαιρετικὴ παράστασις πρὸς ὄφελος τῶν ὑπαλλήλων τοῦ Κηφισσίου. Ἡ θαυμαστὴ ὀπερέττα «Ἡ Ζώρζ καὶ ἡ μαρκησία Ἀμερικανίδες». — [42, 1081, 263, 1269]
post-title: ΤΑΧΥΔΡΟΜΕΙΟΝ — [83, 974, 222, 989]
corinth-text-2: Ὁ μεγαλείτερος τῶν ἀδελφῶν Ρούση κατὰ τὴν 10ην μ. μ. ὥραν εἶχε κλείσει τὸ μαγαζί καὶ κατευθύνετο ἐντὸς διηρθεῖτο εἰς τὴν οἰκίαν του. Αἴφνης ὅμως ἐκ τῆς ὀπίσω θύρας τοῦ καταστήματος ἤρχισε νὰ ἐξέρχεται καπνὸς καὶ φλόγες, αἵτινες ἐντὸς ὀλίγου περιέβαλον τὸ κτίριον. — [42, 1577, 263, 1669]
shop-title: ΣΤΟΥ ΓΕΩΡΓΙΑΔΟΥ — [1306, 796, 1514, 861]
fx-name: Ἐπὶ Αὐστρίας — [42, 752, 113, 763]
theatre-title: ΘΕΑΤΡΑ ΚΑΙ ΣΥΝΑΥΛΙΑΙ — [49, 1059, 256, 1077]
shop-title-2: ΚΑΙ ΔΗΜΟΥΛΗ — [1290, 864, 1531, 898]
main-headline: ΜΕΓΑΣ ΑΓΓΛΙΚΟΣ ΣΤΟΛΟΣ ΕΙΣ ΤΟΚΙΟ — [531, 251, 1249, 343]
company-shares-title: ΜΕΤΟΧΑΙ ΕΤΑΙΡΙΩΝ — [67, 482, 238, 497]
store-address-2: 20—Σταδίου—20 — [1344, 1540, 1477, 1557]
rent-ad-7: ΕΝΟΙΚΙΑΖΟΝΤΑΙ 4 δωμάτια μετὰ κουζίνας καὶ ἀποθήκης, πλησίον τοῦ Ζαππείου. Ὁδὸς Δημητρίου Σούτσου ἀριθ. 47. Πληροφορίαι παρ' ἡμῖν. — [1263, 619, 1558, 658]
company-share-value: 63.— — [237, 538, 263, 549]
company-share-value: 153.— — [230, 599, 263, 611]
prefect-text: Ο ΝΟΜΑΡΧΗΣ Κερκύρας τηλεγραφεῖ πρὸς τὸ Ὑπουργεῖον ὅτι ἡ συγκομιδὴ τῶν ἐλαιῶν ἔχει καλῶς, πολλὰ δὲ ἐκ τῶν ἐλαιοτριβείων ἐτέθησαν ἤδη εἰς λειτουργίαν. Τὸ Ὑπουργεῖον διέταξε νὰ ληφθῶσι ἐπὶ τόπου πᾶσαι αἱ ἀναγκαῖαι πληροφορίαι. — [768, 1059, 999, 1151]
company-share-value: 99.— — [237, 637, 263, 648]
fx-value: 110.25 — [228, 727, 263, 738]
company-share-name: Ἑλλην. Ἑταιρ. Μεταλλείων — [42, 637, 183, 648]
main-story-para-1: ΒΕΡΟΛΙΝΟΝ, Ὥρα 2α πρωϊνή. — Σπουδαιοτάτην εἴδησιν ἀγγέλλουν αἱ σημεριναὶ Γερμανικαὶ ἐφημερίδες. — [531, 379, 1249, 421]
society-text: Ἐπανῆλθεν ἐκ Κεφαλληνίας ὅπου παρεθέριζεν ὁ βουλευτὴς Σάμης καὶ διαπρεπὴς νομικὸς κ. Η. Ποταμιάνος. — Ἀφίκετο ἐκ Παρισίων ὁ κ. Ἀρ. Ρόδης, ὅστις θὰ παραμείνῃ ἐπί τινας ἡμέρας εἰς Ἀθήνας. — Ἐπανῆλθεν ἐκ τῆς Εὐρώπης ἡ κυρία Ἀμαλία Μαυρομιχάλη μετὰ τῆς θυγατρὸς της. — [1015, 978, 1247, 1083]
therapy-ad: — ΣΠΟΥΔΑΙΟΤΑΤΗ ΘΕΡΑΠΕΙΑ ΝΟΣΗΜΑΤΩΝ. Ὁ ἰατρὸς κ. Παπαδόπουλος δέχεται τοὺς πάσχοντας ἐκ τῶν νοσημάτων τοῦ στομάχου καὶ τῶν ἐντέρων καθ' ἑκάστην ἀπὸ 3—6 μ. μ. ὁδὸς Πανεπιστημίου ἀριθ. 44. — [1015, 1298, 1247, 1376]
fx-value: 125.25 — [228, 752, 263, 763]
bank-share-row — [42, 466, 263, 479]
column-rule — [1255, 160, 1256, 2264]
louvre-ad: — Τὰ ἀμίμητα ΜΑΡΚΑΣ LOUVRE πωλοῦνται μόνον ἐν τῷ ΚΑΤΑΣΤΗΜΑΤΙ τῆς ὁδοῦ Ἑρμοῦ ἀριθ. 13. Προσοχὴ εἰς τὰς ἀπομιμήσεις. — [1015, 1184, 1247, 1237]
rent-ad-3: Ἐνοικιάζεται εὐρύχωρον μαγαζεῖον ἐπὶ τῆς Πλατείας Κολοκοτρώνη 10 πλησίον τῆς Βουλῆς ἀντὶ 140 δρ. μηνιαίως. Δεκτὴ παντὸς εἴδους πρότασις. Πληροφορίαι παρὰ τῷ ἰδιοκτήτῃ. — [1263, 359, 1558, 412]
night-title: ΝΥΚΤΕΡΙΝΟΣ — [548, 1499, 733, 1529]
bank-share-value: 113.25 — [228, 416, 263, 427]
company-share-row — [42, 551, 263, 564]
rent-ad-text: ἀπὸ σήμερον μία μεγάλη αἴθουσα ἐπὶ τῆς ὁδοῦ Σοφοκλέους πλησίον τοῦ παλαιοῦ Χρηματιστηρίου διὰ γραφεῖον. Πληροφορίαι παρ' ἡμῖν. — [1270, 210, 1551, 263]
press-lottery-title-2: ΤΟΥ ΓΑΛΛΙΚΟΥ ΤΥΠΟΥ — [318, 1160, 475, 1201]
company-share-row — [42, 587, 263, 600]
shop-side-right: Ὀ σῆτος λεπ.20 — [1544, 962, 1558, 1067]
column-rule — [520, 160, 521, 2264]
dealer-ad: — Ἀγοράζει ἔπιπλα καὶ λοιπὰ ἀντικείμενα ὁ Ν. Ξαναπάπας εἰς τιμὰς συμφερούσας. Ὁδὸς Ἀθηνᾶς ἀρ. 26. — [1015, 1603, 1247, 1642]
collision-title: ΣΥΓΚΡΟΥΣΙΣ — [331, 1683, 462, 1705]
piraeus-fire-text: Χθὲς τὴν 1ην μετὰ τὸ μεσονύκτιον ἐξερράγη μεγάλη πυρκαϊὰ ἐν Πειραιεῖ ἐπὶ τῆς ὁδοῦ Κολοκοτρώνη, κειμένης ὄπισθεν τῆς ὁδοῦ Ἁγίου Διονυσίου. Τὸ πῦρ προήλθεν ἀπὸ τοῦ φούρνου τοῦ Π. Χατζηδημητρίου μετεδόθη δὲ ταχέως καὶ εἰς τὰς παρακειμένας οἰκίας. — [529, 918, 752, 1009]
shop-item: Περιτυλίγματα — [1323, 1054, 1411, 1069]
company-shares-table — [42, 501, 263, 650]
coin-value: 23.85 — [234, 671, 263, 683]
coin-row — [42, 684, 263, 697]
bank-share-name: Βιομ. Πίστεως τῆς Ἑλλάδος — [42, 416, 186, 427]
coin-value: 27.30 — [234, 696, 263, 708]
coin-name: Τουρκίας — [42, 696, 90, 708]
corinth-subtitle: ΠΩΣ ΠΡΟΗΛΘΕ ΤΟ ΠΥΡ — [66, 1456, 239, 1471]
company-share-value: 1250.— — [224, 624, 263, 636]
paving-sign-2: Νίκος Ζίννης — [659, 1452, 744, 1466]
shop-item: Ἐσώρρουχα παῖδων — [1323, 1037, 1438, 1052]
mayor-text: Ο ΝΟΜΑΡΧΗΣ Μεσολογγίου τηλεγραφεῖ πρὸς τὸ Ὑπουργεῖον τῶν Ἐσωτερικῶν ὅτι ἡ ὑγεία τῆς πόλεως εἶναι ἄριστη, οὐδὲν κρούσμα σημειώθη. Ἐκ τῆς ἐπιθεωρήσεως προκύπτει ὅτι ὅλα τὰ μέτρα ἐλήφθησαν. — [768, 825, 999, 890]
rent-ad-7-title: ΕΝΟΙΚΙΑΖΟΝΤΑΙ — [1349, 602, 1472, 617]
seamstress-ad: — Η κυρία Πηνελόπη Χανθοπούλου μαθήτρια παρ' ὅλων τῶν μεγάλων μοδιστῶν τῆς Εὐρώπης παραλαμβάνει πᾶσαν ἐργασίαν μοδιστικῆς. Ὁδὸς Πανεπιστημίου ἀρ. 6. — [1015, 1520, 1247, 1599]
bishop-text: Ἐντολὴ τοῦ Σεβ. Μητροπολίτου πρὸς τοὺς ἐφημερίους τῶν Ἐκκλησιῶν τῶν Ἀθηνῶν-Πειραιῶς διατάσσονται νὰ ἐνεργήσωσι ἔρανον καὶ τὸ προϊὸν νὰ ἀποστείλωσι εἰς τὴν Ἱερὰν Μητρόπολιν. — [281, 1604, 512, 1670]
bank-share-value: 3840.50 — [221, 391, 263, 402]
press-lottery-text: Τὸ Ὑπουργεῖον τῶν Οἰκονομικῶν ἐζήτησε παρὰ τοῦ ἐν Παρισίοις Ἑλληνος πρεσβευτοῦ νὰ ἐρευνήσῃ περὶ τοῦ λαχείου καὶ τῆς κληρώσεως τοῦ μηχανισμοῦ τοῦ λαχείου τοῦ Γαλλικοῦ Τύπου. Ὁ ἡμέτερος πρεσβευτὴς ἀπέστειλε πληροφορίας τινὰς περὶ τοῦ ζητήματος, ἐξ ὧν ὅμως δὲν προκύπτει ἀν τὸ λαχεῖον εἶναι νόμιμον. Τὸ Ὑπουργεῖον, λέγει, συνέστη ὑπὸ ὁμάδος δημοσιογράφων καὶ ἐκ τῶν εἰσπράξεων μέρος τι θὰ διατεθῇ διὰ φιλανθρωπικοὺς σκοποὺς. — [281, 1234, 512, 1391]
calendar-saint: Βαβύλα ἱερομάρ. — [200, 271, 253, 299]
press-lottery-text-2: Πρὸς τοῦτο ἡ Γαλλικὴ Κυβέρνησις κατόπιν αἰτήσεως ἐπέτρεψε τὴν ἔκδοσιν τῶν λαχείων, ἀλλ' ἐπειδὴ τὰ λαχεῖα ταῦτα τὸ ὑπουργεῖον ἀπαγορεύει νὰ κυκλοφορῶσιν ἐν Ἑλλάδι, οἱ δὲ ἀγοράζοντες ὑφίστανται ποινάς. — [281, 1396, 512, 1475]
